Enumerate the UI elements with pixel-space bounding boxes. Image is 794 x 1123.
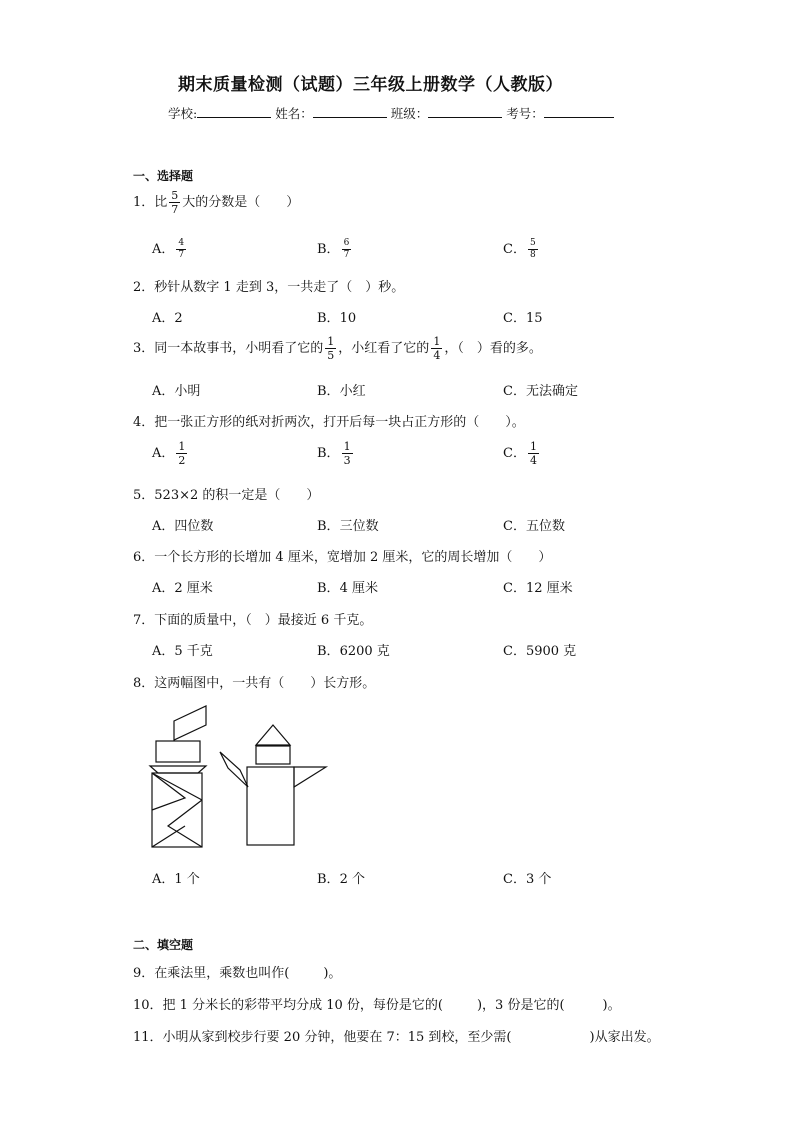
question-4: 4．把一张正方形的纸对折两次，打开后每一块占正方形的（ ）。 (133, 415, 525, 430)
q8-option-a[interactable]: A．1 个 (152, 872, 200, 887)
question-11: 11．小明从家到校步行要 20 分钟，他要在 7：15 到校，至少需( )从家出发。 (133, 1030, 660, 1045)
q4-option-a[interactable]: A． $\frac{1}{2}$ (152, 440, 186, 467)
section-title-choice: 一、选择题 (133, 169, 194, 183)
inner-triangle-upper (152, 773, 185, 810)
q6-option-b[interactable]: B．4 厘米 (317, 581, 378, 596)
neck-rectangle (256, 746, 290, 764)
top-rectangle (156, 741, 200, 762)
name-field[interactable] (313, 105, 387, 118)
q5-option-b[interactable]: B．三位数 (317, 519, 379, 534)
question-6: 6．一个长方形的长增加 4 厘米，宽增加 2 厘米，它的周长增加（ ） (133, 550, 552, 565)
q4-option-b[interactable]: B． $\frac{1}{3}$ (317, 440, 351, 467)
right-spout-triangle (294, 767, 326, 787)
school-label: 学校: (168, 106, 198, 121)
q6-option-c[interactable]: C．12 厘米 (503, 581, 573, 596)
class-label: 班级： (390, 106, 429, 121)
q6-option-a[interactable]: A．2 厘米 (152, 581, 213, 596)
q2-option-c[interactable]: C．15 (503, 311, 543, 326)
page-title: 期末质量检测（试题）三年级上册数学（人教版） (178, 75, 563, 95)
tangram-figures (140, 700, 340, 855)
inner-triangle-lower (168, 800, 202, 847)
student-info-line (168, 104, 614, 122)
question-9: 9．在乘法里，乘数也叫作( )。 (133, 966, 342, 981)
school-field[interactable] (197, 105, 271, 118)
question-7: 7．下面的质量中，（ ）最接近 6 千克。 (133, 613, 373, 628)
q7-option-c[interactable]: C．5900 克 (503, 644, 577, 659)
question-10: 10．把 1 分米长的彩带平均分成 10 份，每份是它的( )，3 份是它的( )。 (133, 998, 621, 1013)
fraction: $\frac{5}{7}$ (171, 189, 179, 216)
q7-option-b[interactable]: B．6200 克 (317, 644, 390, 659)
q5-option-a[interactable]: A．四位数 (152, 519, 214, 534)
q7-option-a[interactable]: A．5 千克 (152, 644, 213, 659)
q8-option-b[interactable]: B．2 个 (317, 872, 365, 887)
name-label: 姓名： (275, 106, 313, 121)
left-handle-parallelogram (220, 752, 248, 787)
q8-option-c[interactable]: C．3 个 (503, 872, 552, 887)
slanted-parallelogram (174, 706, 206, 740)
exam-no-field[interactable] (544, 105, 614, 118)
q2-option-a[interactable]: A．2 (152, 311, 183, 326)
q3-option-c[interactable]: C．无法确定 (503, 384, 578, 399)
q1-option-c[interactable]: C． $\frac{5}{8}$ (503, 238, 536, 260)
question-8: 8．这两幅图中，一共有（ ）长方形。 (133, 676, 376, 691)
q1-option-b[interactable]: B． $\frac{6}{7}$ (317, 238, 350, 260)
q2-option-b[interactable]: B．10 (317, 311, 357, 326)
body-rectangle (247, 767, 294, 845)
inner-edge (152, 773, 202, 800)
q3-option-a[interactable]: A．小明 (152, 384, 201, 399)
trapezoid-cap (150, 766, 206, 773)
q4-option-c[interactable]: C． $\frac{1}{4}$ (503, 440, 537, 467)
q5-option-c[interactable]: C．五位数 (503, 519, 565, 534)
exam-no-label: 考号： (506, 106, 544, 121)
q1-option-a[interactable]: A． $\frac{4}{7}$ (152, 238, 185, 260)
question-3: 3．同一本故事书，小明看了它的 $\frac{1}{5}$ ，小红看了它的 $\frac{1}{4}$ ，（ ）看的多。 (133, 335, 542, 362)
q3-option-b[interactable]: B．小红 (317, 384, 366, 399)
question-5: 5．523×2 的积一定是（ ） (133, 488, 320, 503)
inner-diagonal (152, 826, 185, 847)
top-triangle (256, 725, 290, 745)
class-field[interactable] (428, 105, 502, 118)
section-title-fill: 二、填空题 (133, 938, 194, 952)
question-2: 2．秒针从数字 1 走到 3，一共走了（ ）秒。 (133, 280, 405, 295)
left-figure (150, 706, 206, 847)
right-figure (220, 725, 326, 845)
main-frame (152, 773, 202, 847)
question-1: 1．比 $\frac{5}{7}$ 大的分数是（ ） (133, 189, 300, 216)
